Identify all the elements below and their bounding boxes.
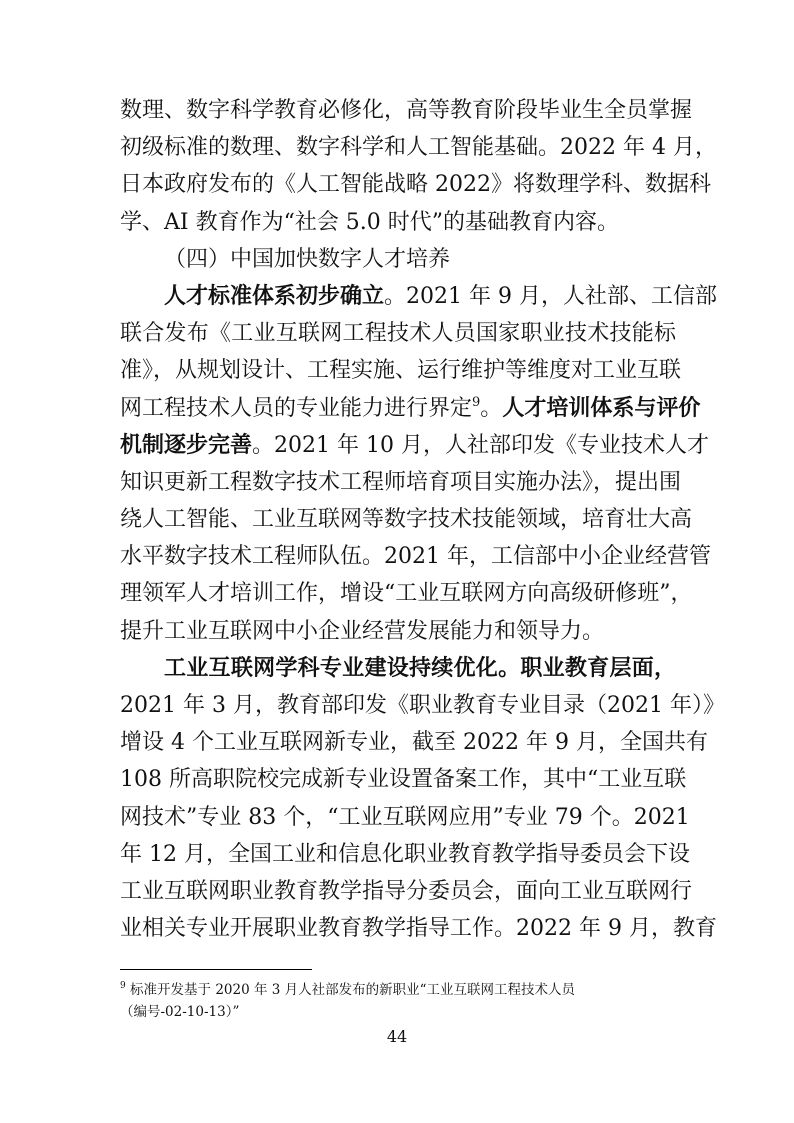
- body-text: [120, 92, 725, 947]
- text-line: 增设 4 个工业互联网新专业，截至 2022 年 9 月，全国共有: [120, 730, 708, 756]
- text-line: 绕人工智能、工业互联网等数字技术技能领域，培育壮大高: [120, 507, 693, 533]
- bold-lead: 人才培训体系与评价: [502, 395, 701, 421]
- section-heading: （四）中国加快数字人才培养: [164, 246, 451, 272]
- text-line: 准》，从规划设计、工程实施、运行维护等维度对工业互联: [120, 358, 682, 384]
- bold-lead: 人才标准体系初步确立: [164, 283, 385, 309]
- footnote-text: 标准开发基于 2020 年 3 月人社部发布的新职业“工业互联网工程技术人员: [125, 982, 576, 998]
- text-run: 网工程技术人员的专业能力进行界定: [120, 395, 473, 421]
- footnote-line: [120, 979, 680, 1001]
- page-number: 44: [386, 1027, 408, 1046]
- text-line: 初级标准的数理、数字科学和人工智能基础。2022 年 4 月，: [120, 135, 717, 161]
- text-run: 。2021 年 10 月，人社部印发《专业技术人才: [252, 432, 709, 458]
- text-line: [120, 390, 701, 427]
- text-run: 。2021 年 9 月，人社部、工信部: [384, 283, 717, 309]
- text-line: 年 12 月，全国工业和信息化职业教育教学指导委员会下设: [120, 841, 690, 867]
- text-line: 水平数字技术工程师队伍。2021 年，工信部中小企业经营管: [120, 544, 711, 570]
- text-line: 日本政府发布的《人工智能战略 2022》将数理学科、数据科: [120, 172, 711, 198]
- footnote-line: （编号-02-10-13）”: [120, 1004, 240, 1020]
- text-line: 学、AI 教育作为“社会 5.0 时代”的基础教育内容。: [120, 209, 620, 235]
- text-line: 联合发布《工业互联网工程技术人员国家职业技术技能标: [120, 321, 676, 347]
- footnote-divider: [120, 969, 312, 970]
- text-line: 提升工业互联网中小企业经营发展能力和领导力。: [120, 618, 605, 644]
- text-line: [120, 278, 717, 315]
- footnote-ref: 9: [472, 394, 481, 410]
- text-line: 业相关专业开展职业教育教学指导工作。2022 年 9 月，教育: [120, 916, 717, 942]
- text-line: 网技术”专业 83 个，“工业互联网应用”专业 79 个。2021: [120, 804, 690, 830]
- footnote: [120, 979, 680, 1023]
- bold-lead: 工业互联网学科专业建设持续优化。职业教育层面，: [164, 655, 676, 681]
- text-line: [120, 427, 709, 464]
- text-line: 知识更新工程数字技术工程师培育项目实施办法》，提出围: [120, 469, 682, 495]
- text-line: 工业互联网职业教育教学指导分委员会，面向工业互联网行: [120, 878, 693, 904]
- text-line: [120, 650, 676, 687]
- text-line: 理领军人才培训工作，增设“工业互联网方向高级研修班”，: [120, 581, 693, 607]
- text-line: 数理、数字科学教育必修化，高等教育阶段毕业生全员掌握: [120, 98, 693, 123]
- bold-lead: 机制逐步完善: [120, 432, 253, 458]
- footnote-marker: 9: [120, 981, 126, 991]
- text-line: 108 所高职院校完成新专业设置备案工作，其中“工业互联: [120, 767, 687, 793]
- text-run: 。: [480, 395, 503, 421]
- text-line: 2021 年 3 月，教育部印发《职业教育专业目录（2021 年）》: [120, 693, 725, 718]
